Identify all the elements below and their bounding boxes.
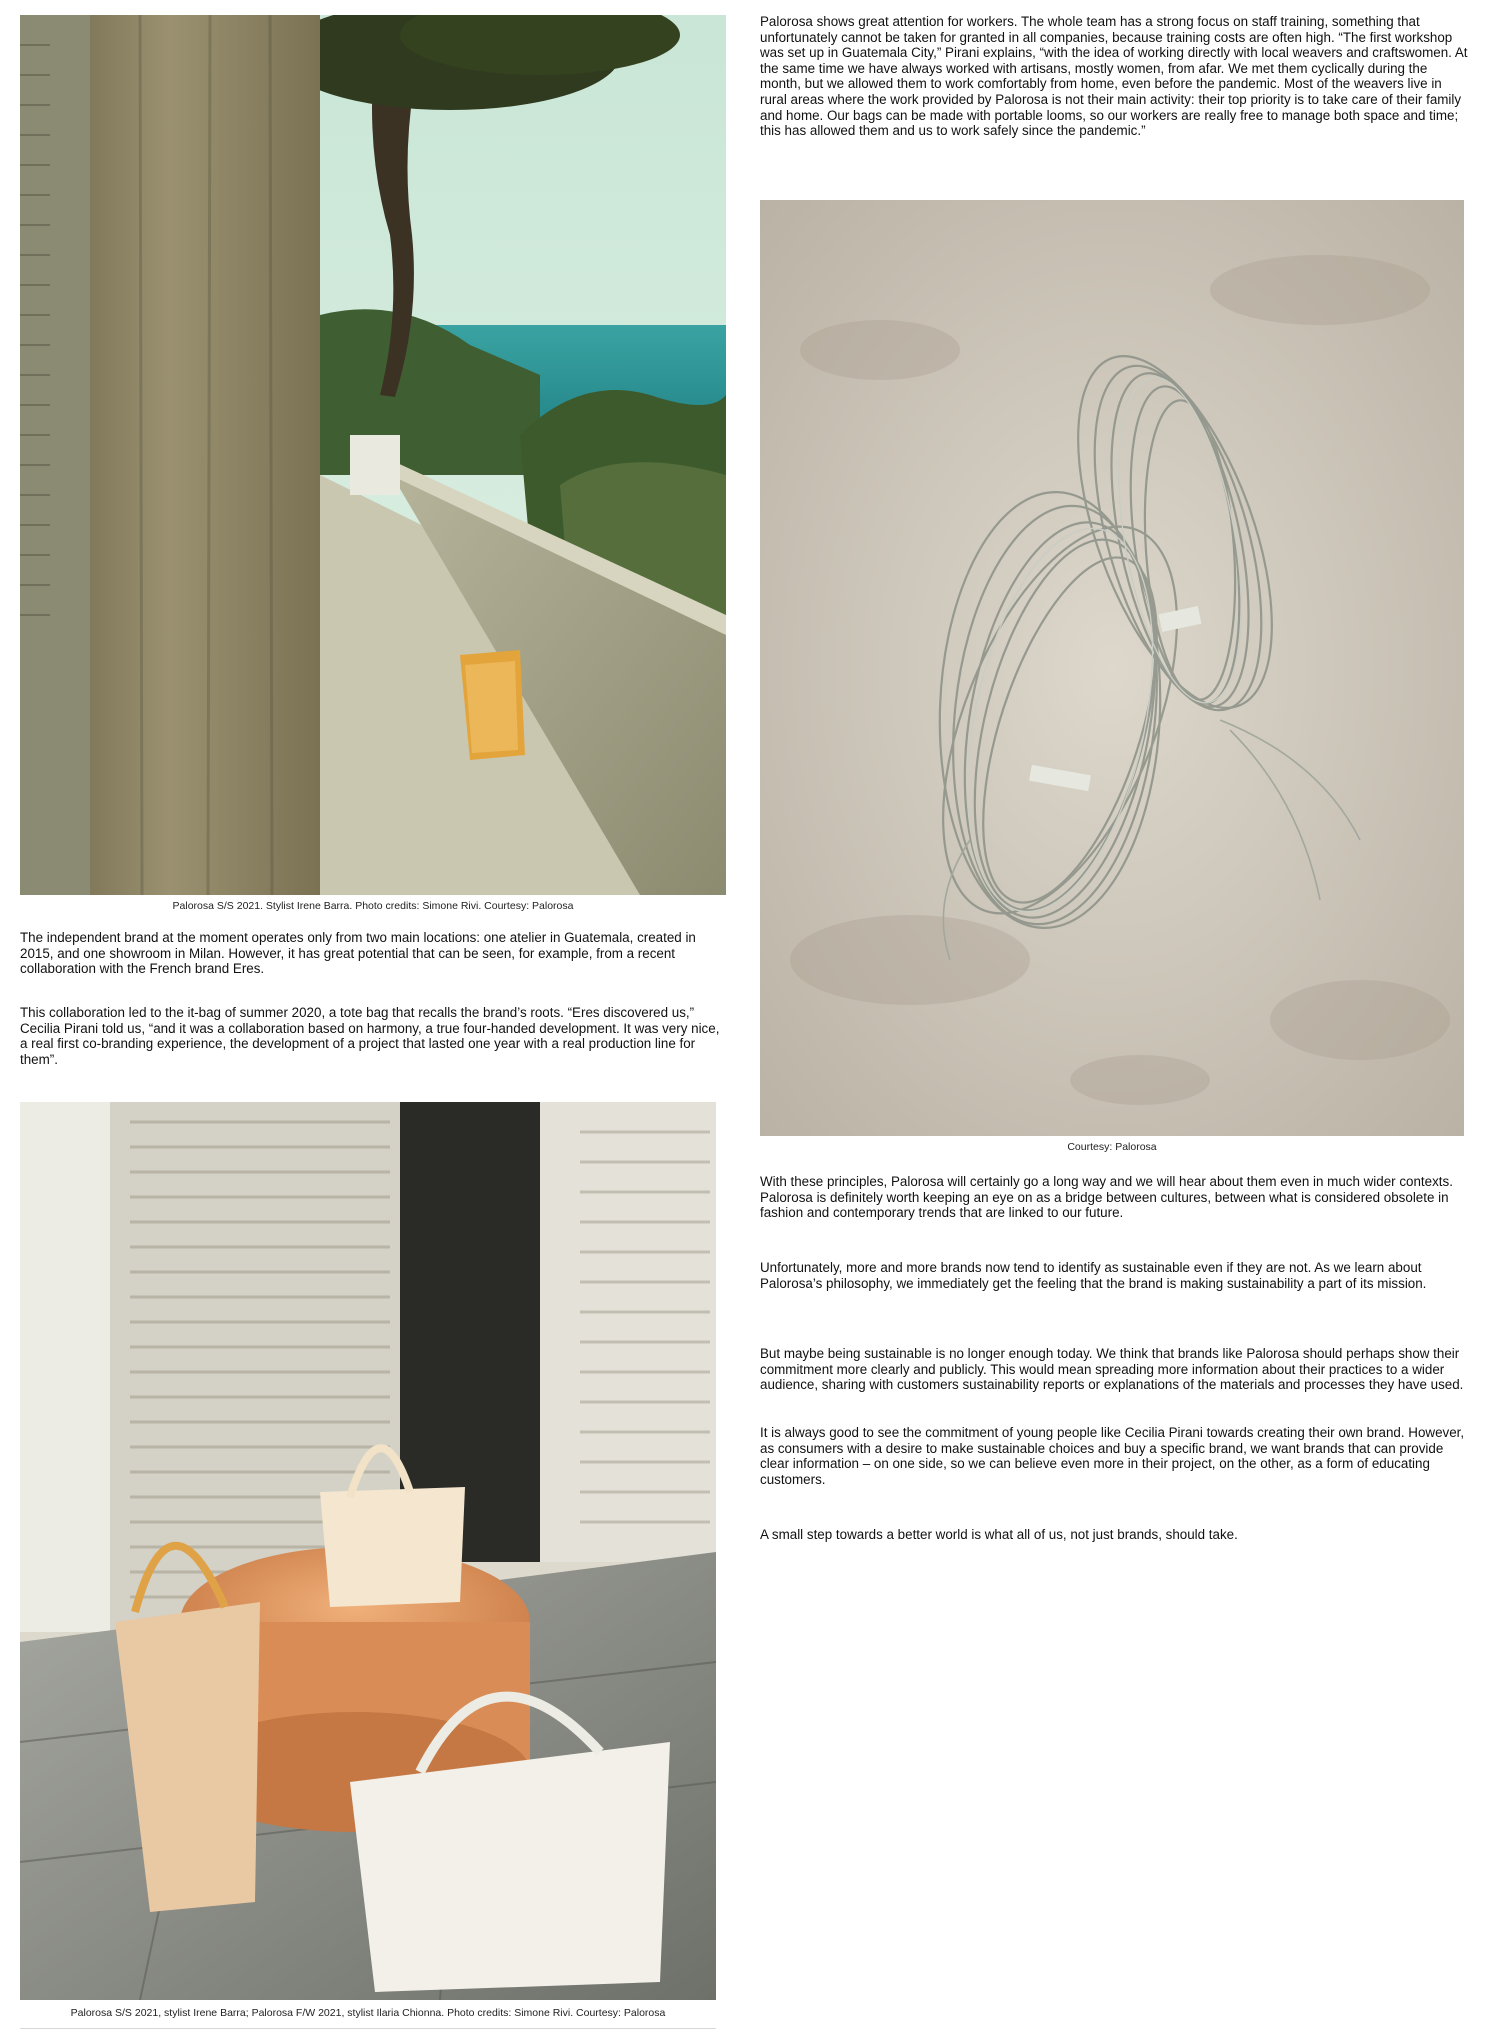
- terrace-photo: [20, 15, 726, 895]
- left-paragraph-2: This collaboration led to the it-bag of summer 2020, a tote bag that recalls the brand’s roots. “Eres discovered us,” Cecilia Pirani told us, “and it was a collaboration based on harmony, a true four-handed development. It was very nice, a real first co-branding experience, the development of a project that lasted one year with a real production line for them”.: [20, 1005, 720, 1067]
- baskets-photo: [20, 1102, 716, 2000]
- coils-photo-image: [760, 200, 1464, 1136]
- baskets-photo-caption: Palorosa S/S 2021, stylist Irene Barra; Palorosa F/W 2021, stylist Ilaria Chionna. Photo credits: Simone Rivi. Courtesy: Palorosa: [70, 2007, 666, 2019]
- coils-photo: [760, 200, 1464, 1136]
- right-intro-paragraph: Palorosa shows great attention for workers. The whole team has a strong focus on staff training, something that unfortunately cannot be taken for granted in all companies, because training costs are often high. “The first workshop was set up in Guatemala City,” Pirani explains, “with the idea of working directly with local weavers and craftswomen. At the same time we have always worked with artisans, mostly women, from afar. We met them cyclically during the month, but we allowed them to work comfortably from home, even before the pandemic. Most of the weavers live in rural areas where the work provided by Palorosa is not their main activity: their top priority is to take care of their family and home. Our bags can be made with portable looms, so our workers are really free to manage both space and time; this has allowed them and us to work safely since the pandemic.”: [760, 14, 1468, 139]
- baskets-photo-image: [20, 1102, 716, 2000]
- left-paragraph-1: The independent brand at the moment operates only from two main locations: one atelier in Guatemala, created in 2015, and one showroom in Milan. However, it has great potential that can be seen, for example, from a recent collaboration with the French brand Eres.: [20, 930, 696, 977]
- terrace-photo-image: [20, 15, 726, 895]
- left-bottom-rule: [20, 2028, 716, 2029]
- right-paragraph-5: A small step towards a better world is what all of us, not just brands, should take.: [760, 1527, 1238, 1542]
- right-paragraph-2: Unfortunately, more and more brands now tend to identify as sustainable even if they are not. As we learn about Palorosa’s philosophy, we immediately get the feeling that the brand is making sustainability a part of its mission.: [760, 1260, 1427, 1291]
- coils-photo-caption: Courtesy: Palorosa: [1067, 1141, 1157, 1153]
- terrace-photo-caption: Palorosa S/S 2021. Stylist Irene Barra. Photo credits: Simone Rivi. Courtesy: Palorosa: [172, 900, 574, 912]
- right-paragraph-4: It is always good to see the commitment of young people like Cecilia Pirani towards creating their own brand. However, as consumers with a desire to make sustainable choices and buy a specific brand, we want brands that can provide clear information – on one side, so we can believe even more in their project, on the other, as a form of educating customers.: [760, 1425, 1465, 1487]
- right-paragraph-1: With these principles, Palorosa will certainly go a long way and we will hear about them even in much wider contexts. Palorosa is definitely worth keeping an eye on as a bridge between cultures, between what is considered obsolete in fashion and contemporary trends that are linked to our future.: [760, 1174, 1453, 1221]
- right-paragraph-3: But maybe being sustainable is no longer enough today. We think that brands like Palorosa should perhaps show their commitment more clearly and publicly. This would mean spreading more information about their practices to a wider audience, sharing with customers sustainability reports or explanations of the materials and processes they have used.: [760, 1346, 1464, 1393]
